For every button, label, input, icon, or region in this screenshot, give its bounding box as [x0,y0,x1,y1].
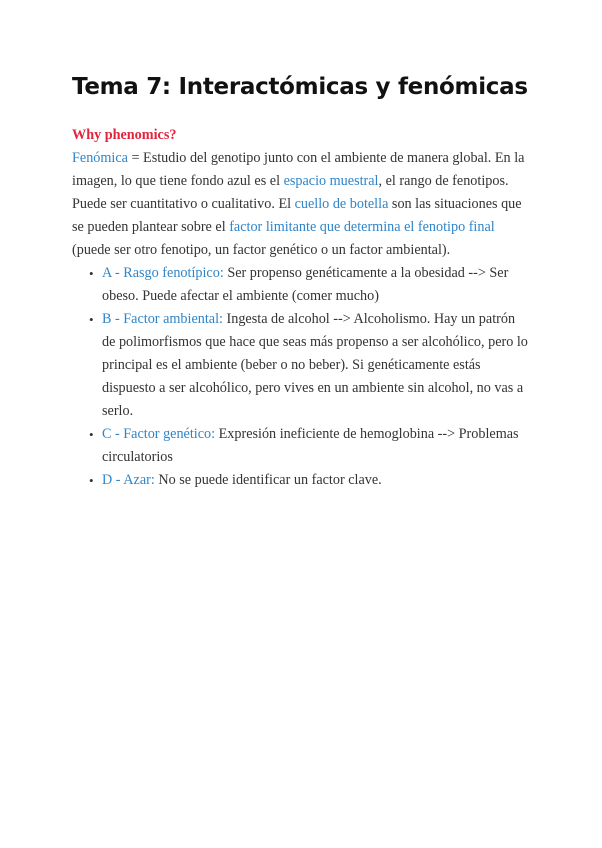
page-title: Tema 7: Interactómicas y fenómicas [72,74,528,100]
intro-paragraph [72,147,528,262]
term-fenomica: Fenómica [72,150,128,166]
item-text: Ingesta de alcohol --> Alcoholismo. Hay un patrón de polimorfismos que hace que seas más propenso a ser alcohólico, pero lo principal es el ambiente (beber o no beber). Si genéticamente estás dispuesto a ser alcohólico, pero vives en un ambiente sin alcohol, no vas a serlo. [102,311,528,419]
link-cuello-de-botella: cuello de botella [294,196,389,212]
item-label: C - Factor genético: [102,426,216,442]
bullet-icon: • [89,312,94,327]
section-subheading: Why phenomics? [72,127,177,143]
bullet-icon: • [89,266,94,281]
bullet-icon: • [89,427,94,442]
link-espacio-muestral: espacio muestral [283,173,379,189]
list-item [89,308,528,423]
list-item [89,469,528,492]
item-label: B - Factor ambiental: [102,311,223,327]
item-text: No se puede identificar un factor clave. [154,472,382,488]
factor-list [72,262,528,492]
paragraph-text-4: (puede ser otro fenotipo, un factor genético o un factor ambiental). [72,242,451,258]
item-text: Ser propenso genéticamente a la obesidad --> Ser obeso. Puede afectar el ambiente (comer mucho) [102,265,509,304]
paragraph-text-2: , el rango de fenotipos. Puede ser cuantitativo o cualitativo. El [72,173,509,212]
link-factor-limitante: factor limitante que determina el fenotipo final [229,219,495,235]
paragraph-text-1: = Estudio del genotipo junto con el ambiente de manera global. En la imagen, lo que tiene fondo azul es el [72,150,525,189]
list-item [89,262,528,308]
item-label: A - Rasgo fenotípico: [102,265,224,281]
item-label: D - Azar: [102,472,155,488]
document-body [72,124,528,492]
list-item [89,423,528,469]
bullet-icon: • [89,473,94,488]
item-text: Expresión ineficiente de hemoglobina --> Problemas circulatorios [102,426,519,465]
paragraph-text-3: son las situaciones que se pueden plantear sobre el [72,196,522,235]
